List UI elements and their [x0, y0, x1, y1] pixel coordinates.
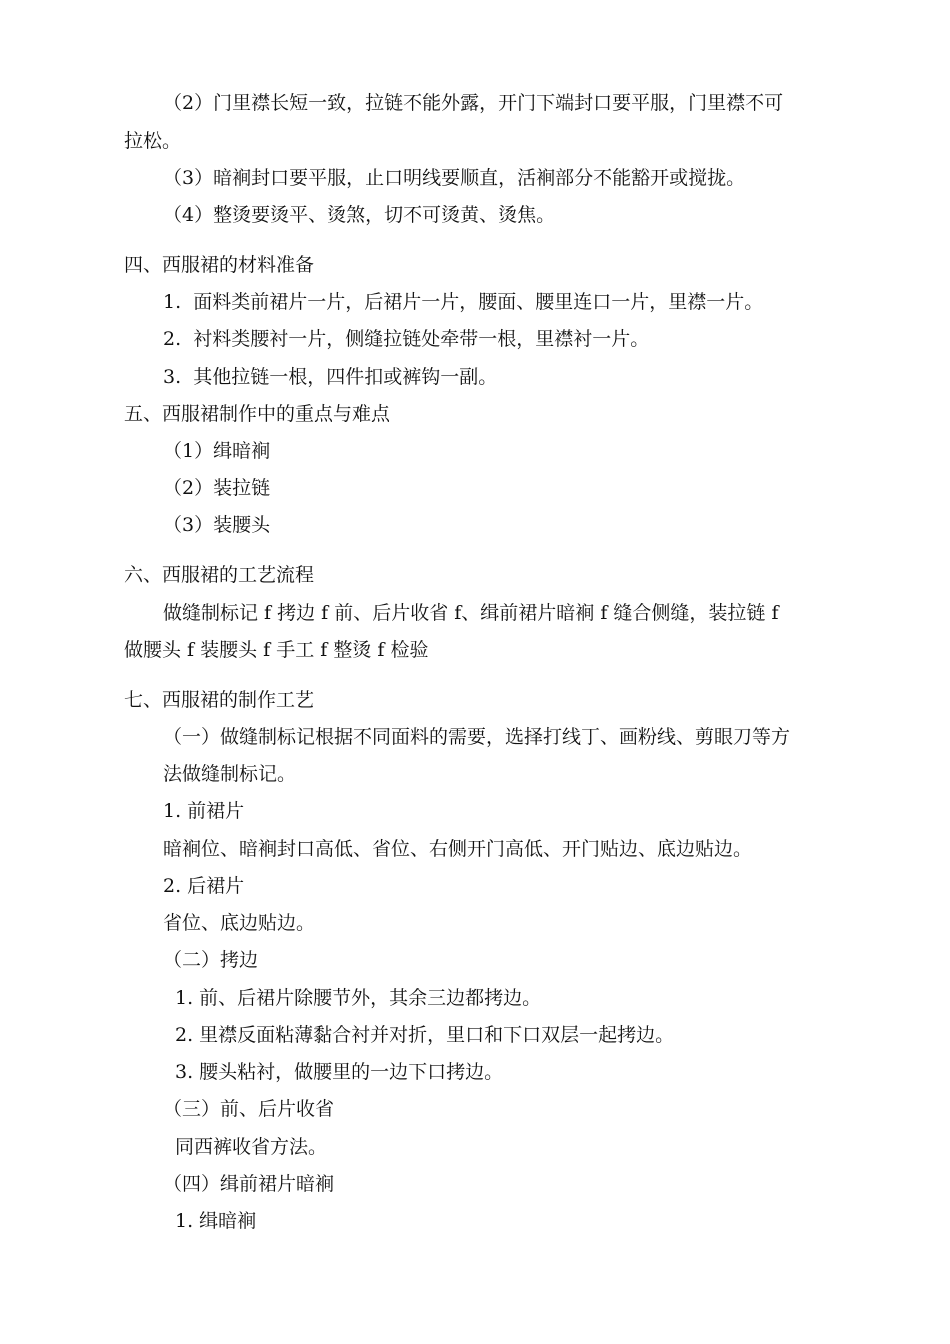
section-heading: 五、西服裙制作中的重点与难点 [124, 403, 391, 425]
text-line: 同西裤收省方法。 [175, 1136, 328, 1158]
section-heading: 六、西服裙的工艺流程 [124, 564, 315, 586]
list-item: （2）装拉链 [163, 477, 271, 499]
list-item: 1. 前、后裙片除腰节外，其余三边都拷边。 [175, 987, 542, 1009]
text-line: 做腰头 f 装腰头 f 手工 f 整烫 f 检验 [124, 639, 429, 661]
text-line: 法做缝制标记。 [163, 763, 297, 785]
list-item: 2. 里襟反面粘薄黏合衬并对折，里口和下口双层一起拷边。 [175, 1024, 675, 1046]
section-heading: 四、西服裙的材料准备 [124, 254, 315, 276]
list-item: （3）装腰头 [163, 514, 271, 536]
subsection-heading: （四）缉前裙片暗裥 [163, 1173, 335, 1195]
subsection-heading: （二）拷边 [163, 949, 259, 971]
text-line: 省位、底边贴边。 [163, 912, 316, 934]
list-item: 3. 腰头粘衬，做腰里的一边下口拷边。 [175, 1061, 504, 1083]
text-line: （3）暗裥封口要平服，止口明线要顺直，活裥部分不能豁开或搅拢。 [163, 167, 746, 189]
list-item: 1. 面料类前裙片一片，后裙片一片，腰面、腰里连口一片，里襟一片。 [163, 291, 764, 313]
subsection-heading: 1. 前裙片 [163, 800, 245, 822]
list-item: 2. 衬料类腰衬一片，侧缝拉链处牵带一根，里襟衬一片。 [163, 328, 650, 350]
subsection-heading: （三）前、后片收省 [163, 1098, 335, 1120]
list-item: （1）缉暗裥 [163, 440, 271, 462]
text-line: 做缝制标记 f 拷边 f 前、后片收省 f、缉前裙片暗裥 f 缝合侧缝，装拉链 f [163, 602, 779, 624]
list-item: 1. 缉暗裥 [175, 1210, 257, 1232]
subsection-heading: 2. 后裙片 [163, 875, 245, 897]
text-line: （2）门里襟长短一致，拉链不能外露，开门下端封口要平服，门里襟不可 [163, 92, 784, 114]
text-line: 暗裥位、暗裥封口高低、省位、右侧开门高低、开门贴边、底边贴边。 [163, 838, 753, 860]
text-line: （4）整烫要烫平、烫煞，切不可烫黄、烫焦。 [163, 204, 556, 226]
list-item: 3. 其他拉链一根，四件扣或裤钩一副。 [163, 366, 498, 388]
text-line: 拉松。 [124, 130, 182, 152]
section-heading: 七、西服裙的制作工艺 [124, 689, 315, 711]
text-line: （一）做缝制标记根据不同面料的需要，选择打线丁、画粉线、剪眼刀等方 [163, 726, 791, 748]
